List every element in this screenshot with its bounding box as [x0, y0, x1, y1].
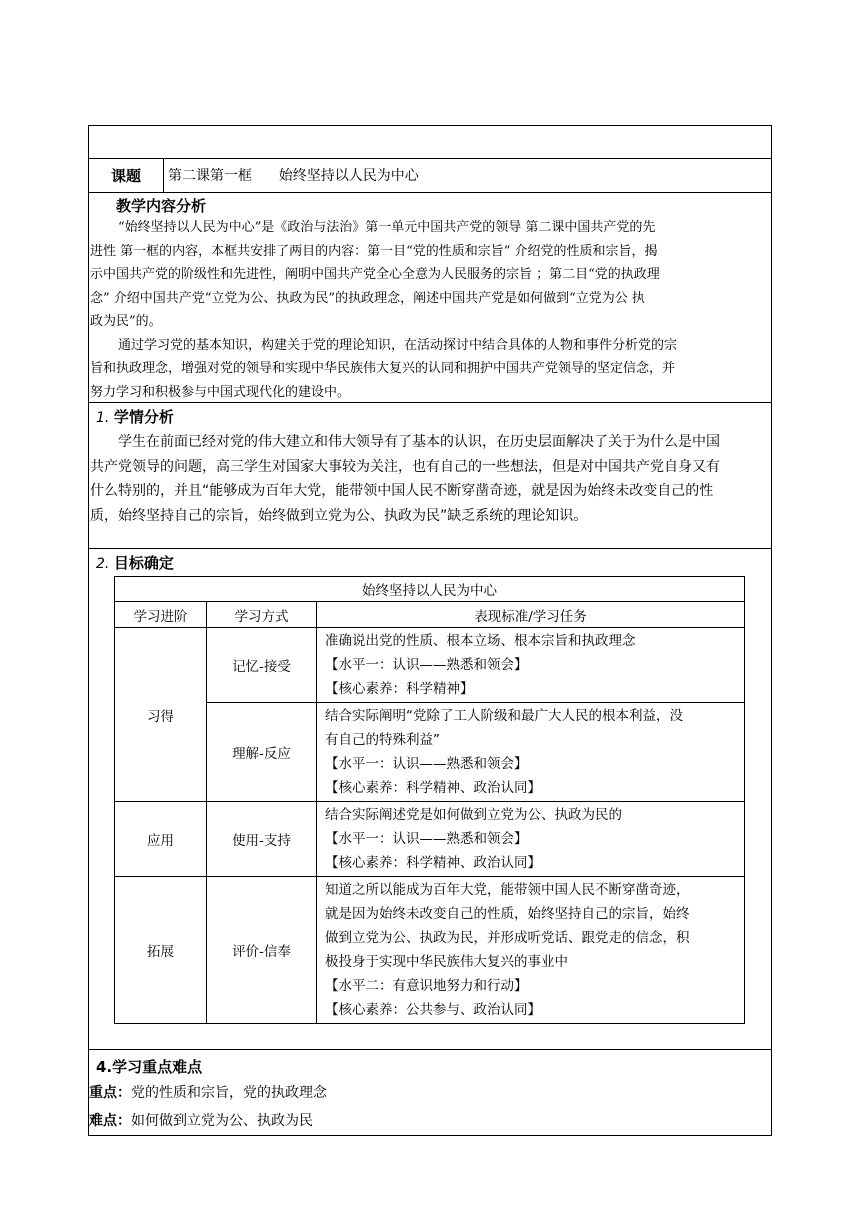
difficulty-line [89, 1110, 313, 1130]
content-line: “始终坚持以人民为中心”是《政治与法治》第一单元中国共产党的领导 第二课中国共产党的先 [118, 220, 656, 235]
method-cell: 使用-支持 [207, 802, 317, 877]
content-line: 政为民”的。 [90, 314, 162, 329]
task-line: 极投身于实现中华民族伟大复兴的事业中 [325, 954, 568, 970]
student-analysis-title: 学情分析 [113, 408, 174, 426]
header-method: 学习方式 [207, 602, 317, 628]
task-line: 准确说出党的性质、根本立场、根本宗旨和执政理念 [325, 633, 636, 649]
row-divider [88, 1049, 772, 1050]
task-line: 知道之所以能成为百年大党，能带领中国人民不断穿凿奇迹， [325, 882, 690, 898]
topic-value: 第二课第一框 始终坚持以人民为中心 [168, 168, 419, 184]
row-divider [88, 548, 772, 549]
row-divider [88, 192, 772, 193]
student-analysis-body [90, 430, 770, 528]
content-line: 通过学习党的基本知识，构建关于党的理论知识，在活动探讨中结合具体的人物和事件分析党的宗 [118, 337, 678, 353]
stage-cell: 习得 [115, 628, 207, 802]
key-points-title: 4.学习重点难点 [96, 1058, 203, 1076]
task-line: 【核心素养：科学精神、政治认同】 [325, 780, 541, 796]
content-line: 念” 介绍中国共产党“立党为公、执政为民”的执政理念，阐述中国共产党是如何做到“立党为公 执 [90, 290, 645, 306]
task-cell [317, 703, 745, 802]
key-text: 党的性质和宗旨，党的执政理念 [131, 1085, 327, 1101]
task-line: 结合实际阐述党是如何做到立党为公、执政为民的 [325, 807, 622, 823]
task-cell [317, 802, 745, 877]
section-number: 1. [96, 410, 110, 426]
content-line: 示中国共产党的阶级性和先进性，阐明中国共产党全心全意为人民服务的宗旨 ；第二目“党的执政理 [90, 267, 660, 282]
content-analysis-body [90, 216, 770, 404]
stage-cell: 拓展 [115, 877, 207, 1024]
task-line: 有自己的特殊利益” [325, 732, 440, 748]
section-number: 2. [96, 556, 110, 572]
goals-heading [96, 552, 174, 573]
difficulty-label: 难点： [89, 1113, 131, 1129]
method-cell: 评价-信奉 [207, 877, 317, 1024]
topic-label: 课题 [110, 166, 141, 185]
task-line: 就是因为始终未改变自己的性质，始终坚持自己的宗旨，始终 [325, 906, 690, 922]
stage-cell: 应用 [115, 802, 207, 877]
goals-title: 目标确定 [113, 554, 174, 572]
task-line: 【水平一：认识——熟悉和领会】 [325, 831, 528, 847]
student-line: 质，始终坚持自己的宗旨，始终做到立党为公、执政为民”缺乏系统的理论知识。 [90, 507, 588, 524]
key-label: 重点： [89, 1085, 131, 1101]
difficulty-text: 如何做到立党为公、执政为民 [131, 1113, 313, 1129]
task-line: 【水平一：认识——熟悉和领会】 [325, 657, 528, 673]
goals-table [114, 576, 745, 1024]
task-line: 【核心素养：公共参与、政治认同】 [325, 1002, 541, 1018]
method-cell: 记忆-接受 [207, 628, 317, 703]
key-point-line [89, 1082, 327, 1102]
student-line: 什么特别的，并且“能够成为百年大党，能带领中国人民不断穿凿奇迹，就是因为始终未改变自己的性 [90, 483, 714, 499]
task-line: 【水平一：认识——熟悉和领会】 [325, 756, 528, 772]
content-line: 进性 第一框的内容，本框共安排了两目的内容：第一目“党的性质和宗旨” 介绍党的性质和宗旨，揭 [90, 243, 658, 259]
task-line: 【水平二：有意识地努力和行动】 [325, 978, 528, 994]
student-line: 共产党领导的问题，高三学生对国家大事较为关注，也有自己的一些想法，但是对中国共产党自身又有 [90, 458, 720, 475]
method-cell: 理解-反应 [207, 703, 317, 802]
content-line: 努力学习和积极参与中国式现代化的建设中。 [90, 384, 351, 400]
task-line: 做到立党为公、执政为民，并形成听党话、跟党走的信念，积 [325, 930, 690, 946]
task-line: 【核心素养：科学精神、政治认同】 [325, 855, 541, 871]
student-line: 学生在前面已经对党的伟大建立和伟大领导有了基本的认识，在历史层面解决了关于为什么是中国 [118, 434, 720, 450]
content-analysis-title: 教学内容分析 [116, 197, 207, 215]
goals-table-title: 始终坚持以人民为中心 [115, 577, 745, 602]
student-analysis-heading [96, 406, 174, 427]
task-line: 结合实际阐明“党除了工人阶级和最广大人民的根本利益，没 [325, 708, 683, 724]
task-cell [317, 877, 745, 1024]
header-task: 表现标准/学习任务 [317, 602, 745, 628]
task-line: 【核心素养：科学精神】 [325, 681, 474, 697]
header-stage: 学习进阶 [115, 602, 207, 628]
task-cell [317, 628, 745, 703]
content-line: 旨和执政理念，增强对党的领导和实现中华民族伟大复兴的认同和拥护中国共产党领导的坚定信念，并 [90, 361, 676, 376]
